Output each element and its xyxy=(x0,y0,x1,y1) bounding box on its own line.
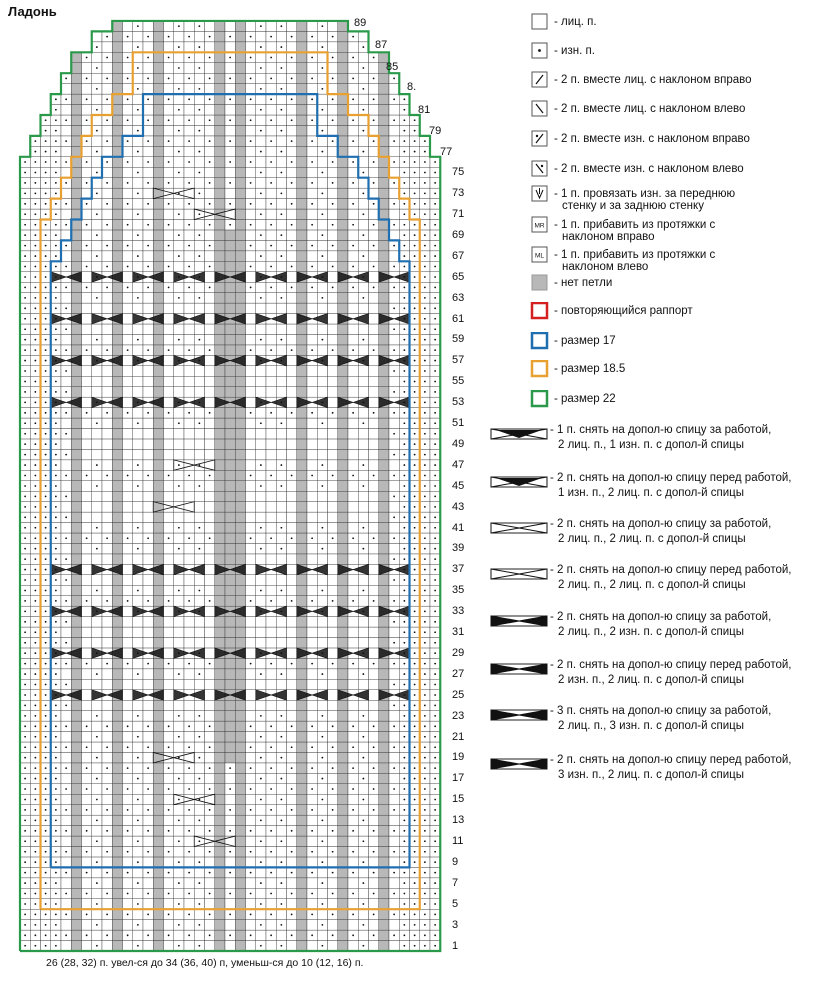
legend-label: 2 лиц. п., 2 лиц. п. с допол-й спицы xyxy=(558,579,746,591)
k2tog-left-symbol xyxy=(530,100,550,123)
row-number-label: 15 xyxy=(452,793,465,806)
size-17-box-icon xyxy=(530,332,550,355)
row-number-label: 87 xyxy=(375,39,388,51)
cable-2-2-purl-front-symbol xyxy=(490,662,548,680)
row-number-label: 77 xyxy=(440,146,453,158)
cable-1-2-back-symbol xyxy=(490,427,548,445)
chart-footer-note: 26 (28, 32) п. увел-ся до 34 (36, 40) п, уменьш-ся до 10 (12, 16) п. xyxy=(46,957,364,969)
row-number-label: 8. xyxy=(407,81,417,93)
legend-label: - 1 п. прибавить из протяжки с xyxy=(554,249,716,261)
legend-label: - размер 17 xyxy=(554,335,616,347)
mr-symbol xyxy=(530,216,550,239)
cable-2-2-back-symbol xyxy=(490,521,548,539)
row-number-label: 5 xyxy=(452,897,459,910)
legend-label: стенку и за заднюю стенку xyxy=(562,200,704,212)
legend-label: 2 лиц. п., 1 изн. п. с допол-й спицы xyxy=(558,439,744,451)
p2tog-right-symbol xyxy=(530,130,550,153)
size-18-5-box-icon xyxy=(530,360,550,383)
row-number-label: 27 xyxy=(452,667,465,680)
legend-label: - 2 п. снять на допол-ю спицу перед работой, xyxy=(550,564,792,576)
row-number-label: 9 xyxy=(452,855,459,868)
row-number-label: 53 xyxy=(452,396,465,409)
row-number-label: 73 xyxy=(452,187,465,200)
legend-label: наклоном влево xyxy=(562,261,649,273)
row-number-label: 55 xyxy=(452,375,465,388)
row-number-label: 89 xyxy=(354,17,367,29)
legend-label: - 2 п. вместе лиц. с наклоном влево xyxy=(554,103,746,115)
cable-2-2-purl-back-symbol xyxy=(490,614,548,632)
row-number-label: 37 xyxy=(452,563,465,576)
row-number-label: 23 xyxy=(452,709,465,722)
cable-2-3-front-symbol xyxy=(490,757,548,775)
p2tog-left-symbol xyxy=(530,160,550,183)
legend-label: наклоном вправо xyxy=(562,231,655,243)
legend-label: - размер 22 xyxy=(554,393,616,405)
legend-label: 2 лиц. п., 3 изн. п. с допол-й спицы xyxy=(558,720,744,732)
legend-label: 1 изн. п., 2 лиц. п. с допол-й спицы xyxy=(558,487,744,499)
row-number-label: 17 xyxy=(452,772,465,785)
no-stitch-symbol xyxy=(530,274,550,297)
row-number-label: 45 xyxy=(452,479,465,492)
legend-label: - размер 18.5 xyxy=(554,363,626,375)
legend-label: - 1 п. прибавить из протяжки с xyxy=(554,219,716,231)
legend-label: - изн. п. xyxy=(554,45,595,57)
row-number-label: 81 xyxy=(418,104,431,116)
legend-label: - нет петли xyxy=(554,277,613,289)
row-number-label: 49 xyxy=(452,437,465,450)
legend-label: - 2 п. вместе изн. с наклоном влево xyxy=(554,163,744,175)
row-number-label: 35 xyxy=(452,584,465,597)
legend-label: - 2 п. снять на допол-ю спицу перед работой, xyxy=(550,754,792,766)
row-number-label: 41 xyxy=(452,521,465,534)
row-number-label: 69 xyxy=(452,228,465,241)
row-number-label: 65 xyxy=(452,270,465,283)
row-number-label: 19 xyxy=(452,751,465,764)
legend-label: - 3 п. снять на допол-ю спицу за работой, xyxy=(550,705,772,717)
cable-2-2-front-symbol xyxy=(490,567,548,585)
legend-label: - 2 п. снять на допол-ю спицу перед работой, xyxy=(550,472,792,484)
row-number-label: 63 xyxy=(452,291,465,304)
row-number-label: 51 xyxy=(452,417,465,430)
row-number-label: 13 xyxy=(452,814,465,827)
legend-label: - 2 п. вместе лиц. с наклоном вправо xyxy=(554,74,752,86)
row-number-label: 85 xyxy=(386,61,399,73)
knit-symbol xyxy=(530,13,550,36)
row-number-label: 75 xyxy=(452,166,465,179)
row-number-label: 39 xyxy=(452,542,465,555)
legend-label: - 2 п. снять на допол-ю спицу за работой, xyxy=(550,611,772,623)
row-number-label: 7 xyxy=(452,876,459,889)
cable-3-2-back-symbol xyxy=(490,708,548,726)
row-number-label: 1 xyxy=(452,939,459,952)
row-number-label: 3 xyxy=(452,918,459,931)
row-number-label: 47 xyxy=(452,458,465,471)
row-number-label: 11 xyxy=(452,835,464,848)
purl-front-back-symbol xyxy=(530,185,550,208)
legend-label: 2 лиц. п., 2 лиц. п. с допол-й спицы xyxy=(558,533,746,545)
legend-label: 2 лиц. п., 2 изн. п. с допол-й спицы xyxy=(558,626,744,638)
ml-symbol xyxy=(530,246,550,269)
cable-2-1-front-symbol xyxy=(490,475,548,493)
row-number-label: 31 xyxy=(452,626,465,639)
legend-label: 2 изн. п., 2 лиц. п. с допол-й спицы xyxy=(558,674,744,686)
repeat-box-icon xyxy=(530,302,550,325)
legend-label: - 1 п. провязать изн. за переднюю xyxy=(554,188,736,200)
purl-symbol xyxy=(530,42,550,65)
stitch-grid xyxy=(20,21,440,951)
size-22-box-icon xyxy=(530,390,550,413)
row-number-label: 43 xyxy=(452,500,465,513)
legend-label: - 2 п. снять на допол-ю спицу перед работой, xyxy=(550,659,792,671)
row-number-label: 71 xyxy=(452,208,465,221)
legend-label: - 2 п. вместе изн. с наклоном вправо xyxy=(554,133,750,145)
row-number-label: 67 xyxy=(452,249,465,262)
k2tog-right-symbol xyxy=(530,71,550,94)
legend-label: 3 изн. п., 2 лиц. п. с допол-й спицы xyxy=(558,769,744,781)
legend-label: - лиц. п. xyxy=(554,16,597,28)
chart-title: Ладонь xyxy=(8,4,57,19)
row-number-label: 79 xyxy=(429,125,442,137)
row-number-label: 59 xyxy=(452,333,465,346)
row-number-label: 25 xyxy=(452,688,465,701)
legend-label: - 1 п. снять на допол-ю спицу за работой, xyxy=(550,424,772,436)
row-number-label: 21 xyxy=(452,730,465,743)
row-number-label: 61 xyxy=(452,312,465,325)
row-number-label: 33 xyxy=(452,605,465,618)
legend-label: - 2 п. снять на допол-ю спицу за работой, xyxy=(550,518,772,530)
legend-label: - повторяющийся раппорт xyxy=(554,305,693,317)
row-number-label: 29 xyxy=(452,646,465,659)
row-number-label: 57 xyxy=(452,354,465,367)
